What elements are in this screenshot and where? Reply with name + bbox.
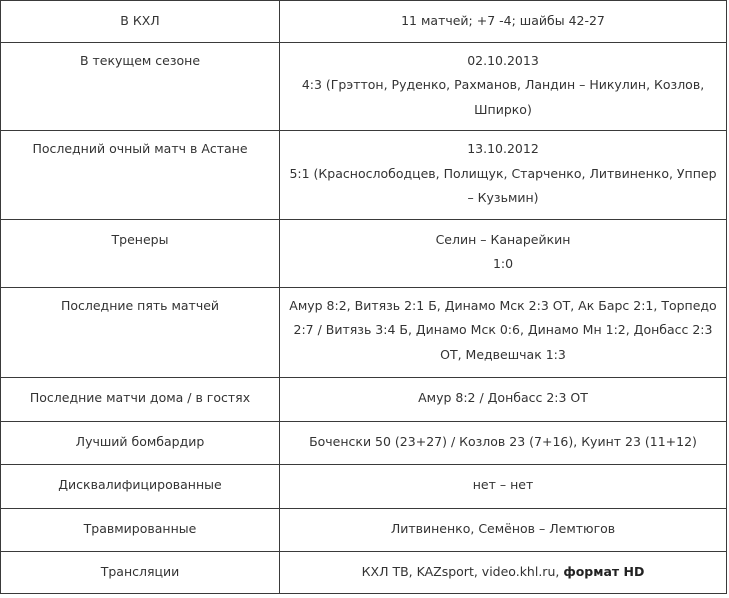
row-value [280, 552, 727, 594]
broadcast-channels: КХЛ ТВ, KAZsport, video.khl.ru, [361, 564, 564, 579]
table-row [1, 287, 727, 378]
row-value [280, 219, 727, 287]
row-value [280, 421, 727, 465]
table-row [1, 552, 727, 594]
table-row [1, 42, 727, 131]
value-line: Боченски 50 (23+27) / Козлов 23 (7+16), Куинт 23 (11+12) [309, 433, 697, 449]
row-label: Травмированные [1, 508, 280, 552]
row-label: Последние пять матчей [1, 287, 280, 378]
row-value [280, 465, 727, 509]
table-row [1, 1, 727, 43]
row-label: Лучший бомбардир [1, 421, 280, 465]
row-label: Дисквалифицированные [1, 465, 280, 509]
row-label: Последний очный матч в Астане [1, 131, 280, 220]
value-line: Амур 8:2 / Донбасс 2:3 ОТ [418, 390, 588, 405]
value-line: нет – нет [472, 477, 534, 492]
value-line: Амур 8:2, Витязь 2:1 Б, Динамо Мск 2:3 ОТ, Ак Барс 2:1, Торпедо 2:7 / Витязь 3:4 Б, Динамо Мск 0:6, Динамо Мн 1:2, Донбасс 2:3 ОТ, Медвешчак 1:3 [289, 297, 717, 362]
table-row [1, 219, 727, 287]
value-line: 02.10.2013 [467, 52, 539, 68]
row-label: Тренеры [1, 219, 280, 287]
table-row [1, 508, 727, 552]
value-line: 4:3 (Грэттон, Руденко, Рахманов, Ландин – Никулин, Козлов, Шпирко) [301, 77, 705, 117]
row-value [280, 1, 727, 43]
row-value [280, 131, 727, 220]
table-row [1, 378, 727, 422]
value-line: 5:1 (Краснослободцев, Полищук, Старченко, Литвиненко, Уппер – Кузьмин) [289, 165, 717, 205]
value-line: 11 матчей; +7 -4; шайбы 42-27 [401, 13, 605, 28]
table-row [1, 131, 727, 220]
row-label: В КХЛ [1, 1, 280, 43]
row-value [280, 287, 727, 378]
value-line: 1:0 [492, 256, 514, 271]
row-value [280, 378, 727, 422]
table-row [1, 421, 727, 465]
row-value [280, 508, 727, 552]
row-label: Последние матчи дома / в гостях [1, 378, 280, 422]
value-line: Селин – Канарейкин [435, 231, 571, 247]
row-label: В текущем сезоне [1, 42, 280, 131]
row-value [280, 42, 727, 131]
value-line: Литвиненко, Семёнов – Лемтюгов [390, 520, 616, 536]
value-line: 13.10.2012 [467, 141, 539, 156]
table-row [1, 465, 727, 509]
hd-format-label: формат HD [563, 564, 645, 579]
row-label: Трансляции [1, 552, 280, 594]
